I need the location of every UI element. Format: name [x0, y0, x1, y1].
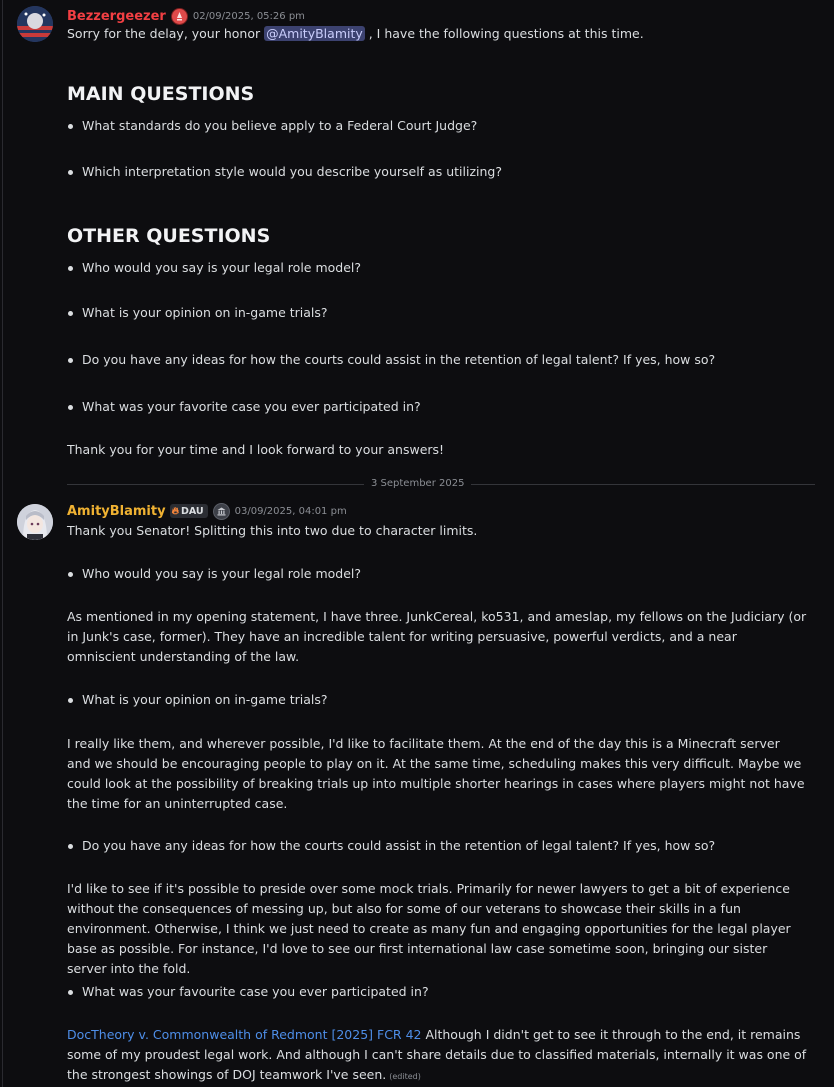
closing-text: Thank you for your time and I look forward to your answers! — [67, 442, 445, 457]
timestamp[interactable]: 03/09/2025, 04:01 pm — [234, 505, 347, 517]
case-link[interactable]: DocTheory v. Commonwealth of Redmont [2025] FCR 42 — [67, 1027, 422, 1042]
list-item: Do you have any ideas for how the courts could assist in the retention of legal talent? If yes, how so? — [82, 836, 715, 856]
message-header — [67, 6, 305, 26]
answer-text: Although I didn't get to see it through to the end, it remains some of my proudest legal work. And although I can't share details due to classified materials, internally it was one of the strongest showings of DOJ teamwork I've seen. — [67, 1027, 807, 1082]
list-item: What was your favourite case you ever participated in? — [82, 982, 429, 1002]
bank-role-icon[interactable] — [213, 503, 230, 520]
answer-paragraph — [67, 1025, 807, 1087]
message-header — [67, 501, 347, 521]
timestamp[interactable]: 02/09/2025, 05:26 pm — [192, 10, 305, 22]
avatar[interactable] — [17, 504, 53, 540]
avatar-image — [17, 6, 53, 42]
list-item: Do you have any ideas for how the courts could assist in the retention of legal talent? If yes, how so? — [82, 350, 715, 370]
edited-label[interactable]: (edited) — [389, 1072, 421, 1081]
heading-main-questions: MAIN QUESTIONS — [67, 83, 255, 105]
intro-text: Sorry for the delay, your honor — [67, 26, 265, 41]
list-item: What was your favorite case you ever participated in? — [82, 397, 421, 417]
server-tag[interactable] — [170, 504, 208, 518]
list-item: What is your opinion on in-game trials? — [82, 303, 328, 323]
message-intro: Thank you Senator! Splitting this into two due to character limits. — [67, 523, 478, 538]
answer-paragraph: I really like them, and wherever possible, I'd like to facilitate them. At the end of the day this is a Minecraft server and we should be encouraging people to play on it. At the same time, scheduling makes this very difficult. Maybe we could look at the possibility of breaking trials up into multiple shorter hearings in cases where players might not have the time for an uninterrupted case. — [67, 736, 805, 811]
heading-other-questions: OTHER QUESTIONS — [67, 225, 271, 247]
user-mention[interactable]: @AmityBlamity — [266, 26, 363, 41]
list-item: Who would you say is your legal role model? — [82, 564, 361, 584]
list-item: Which interpretation style would you describe yourself as utilizing? — [82, 162, 502, 182]
list-item: Who would you say is your legal role model? — [82, 258, 361, 278]
message-intro — [67, 24, 644, 44]
answer-paragraph: I'd like to see if it's possible to preside over some mock trials. Primarily for newer lawyers to get a bit of experience without the consequences of messing up, but also for some of our veterans to showcase their skills in a fun environment. Otherwise, I think we just need to create as many fun and engaging opportunities for the legal player base as possible. For instance, I'd love to see our first international law case sometime soon, bringing our sister server into the fold. — [67, 881, 791, 976]
username[interactable]: AmityBlamity — [67, 503, 166, 519]
fire-icon: 🔥︎ — [171, 505, 179, 517]
answer-paragraph: As mentioned in my opening statement, I have three. JunkCereal, ko531, and ameslap, my fellows on the Judiciary (or in Junk's case, former). They have an incredible talent for writing persuasive, powerful verdicts, and a near omniscient understanding of the law. — [67, 609, 807, 664]
intro-text-end: , I have the following questions at this time. — [364, 26, 644, 41]
message-bezzergeezer — [0, 0, 834, 470]
date-divider-label: 3 September 2025 — [364, 477, 471, 491]
avatar[interactable] — [17, 6, 53, 42]
avatar-image — [17, 504, 53, 540]
server-tag-label: DAU — [180, 505, 204, 517]
username[interactable]: Bezzergeezer — [67, 8, 166, 24]
list-item: What is your opinion on in-game trials? — [82, 690, 328, 710]
list-item: What standards do you believe apply to a Federal Court Judge? — [82, 116, 477, 136]
flame-role-icon[interactable] — [171, 8, 188, 25]
